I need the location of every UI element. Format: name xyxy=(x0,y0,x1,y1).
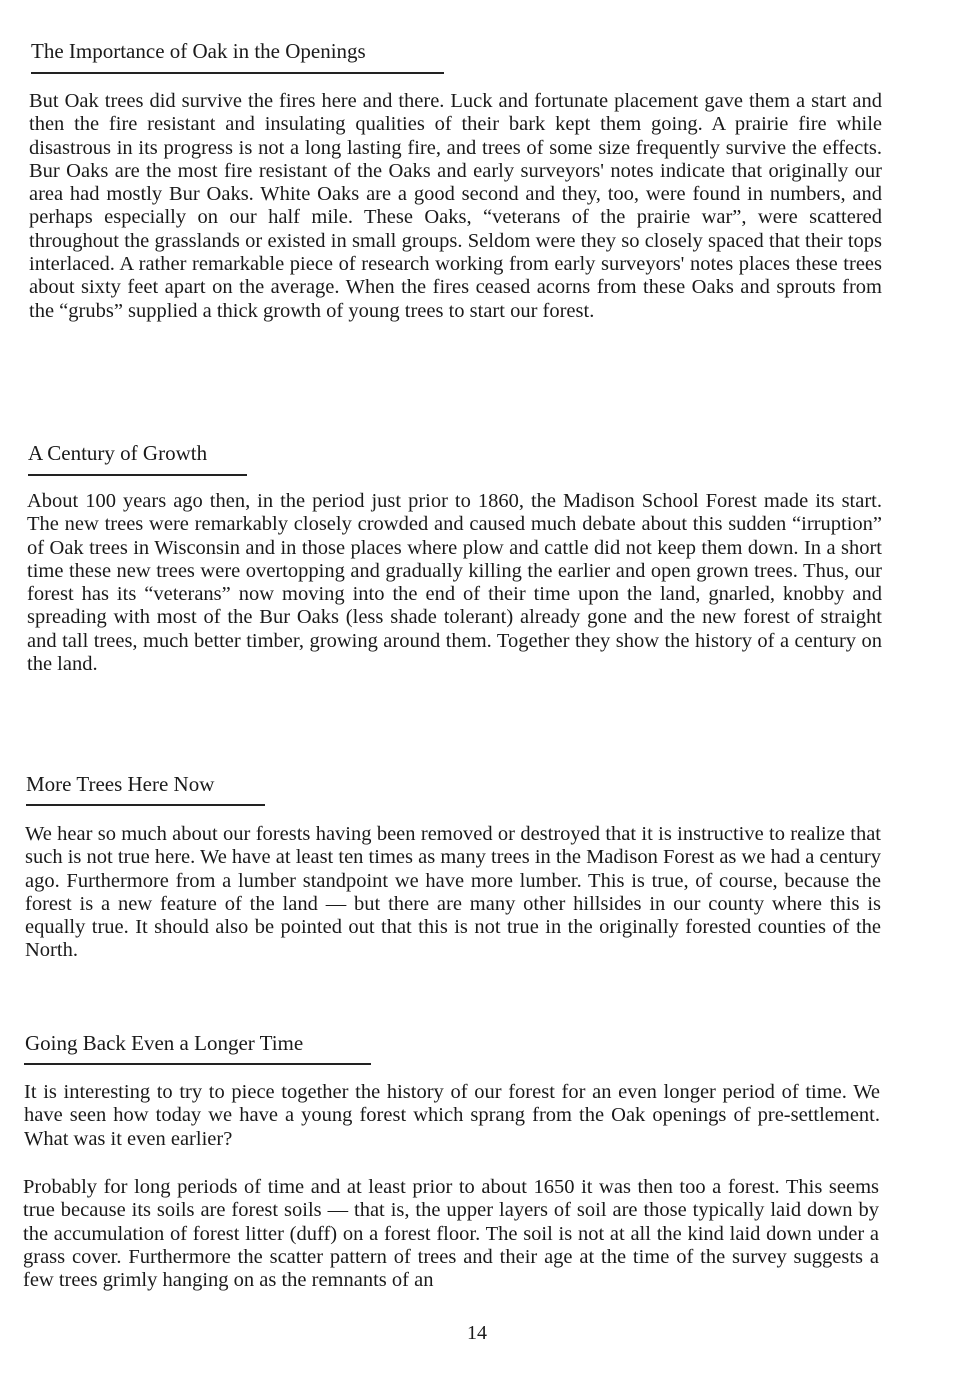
section-heading: More Trees Here Now xyxy=(26,772,215,796)
heading-underline xyxy=(28,474,247,476)
section-heading: The Importance of Oak in the Openings xyxy=(31,39,366,63)
heading-underline xyxy=(24,1063,371,1065)
section-paragraph: We hear so much about our forests having been removed or destroyed that it is instructive to realize that such is not true here. We have at least ten times as many trees in the Madison Forest as we had a century ago. Furthermore from a lumber standpoint we have more lumber. This is true, of course, because the forest is a new feature of the land — but there are many other hillsides in our county where this is equally true. It should also be pointed out that this is not true in the originally forested counties of the North. xyxy=(25,823,881,962)
page-number: 14 xyxy=(467,1322,487,1344)
heading-underline xyxy=(26,804,265,806)
section-paragraph: But Oak trees did survive the fires here and there. Luck and fortunate placement gave them a start and then the fire resistant and insulating qualities of their bark kept them going. A prairie fire while disastrous in its progress is not a long lasting fire, and trees of some size frequently survive the effects. Bur Oaks are the most fire resistant of the Oaks and early surveyors' notes indicate that originally our area had mostly Bur Oaks. White Oaks are a good second and they, too, were found in numbers, and perhaps especially on our half mile. These Oaks, “veterans of the prairie war”, were scattered throughout the grasslands or existed in small groups. Seldom were they so closely spaced that their tops interlaced. A rather remarkable piece of research working from early surveyors' notes places these trees about sixty feet apart on the average. When the fires ceased acorns from these Oaks and sprouts from the “grubs” supplied a thick growth of young trees to start our forest. xyxy=(29,90,882,322)
section-heading: Going Back Even a Longer Time xyxy=(25,1031,304,1055)
section-paragraph: It is interesting to try to piece together the history of our forest for an even longer period of time. We have seen how today we have a young forest which sprang from the Oak openings of pre-settlement. What was it even earlier? xyxy=(24,1081,880,1150)
section-paragraph: About 100 years ago then, in the period just prior to 1860, the Madison School Forest made its start. The new trees were remarkably closely crowded and caused much debate about this sudden “irruption” of Oak trees in Wisconsin and in those places where plow and cattle did not keep them down. In a short time these new trees were overtopping and gradually killing the earlier and open grown trees. Thus, our forest has its “veterans” now moving into the end of their time upon the land, gnarled, knobby and spreading with most of the Bur Oaks (less shade tolerant) already gone and the new forest of straight and tall trees, much better timber, growing around them. Together they show the history of a century on the land. xyxy=(27,490,882,676)
section-heading: A Century of Growth xyxy=(28,441,208,465)
heading-underline xyxy=(31,72,444,74)
section-paragraph: Probably for long periods of time and at least prior to about 1650 it was then too a forest. This seems true because its soils are forest soils — that is, the upper layers of soil are those typically laid down by the accumulation of forest litter (duff) on a forest floor. The soil is not at all the kind laid down under a grass cover. Furthermore the scatter pattern of trees and their age at the time of the survey suggests a few trees grimly hanging on as the remnants of an xyxy=(23,1176,879,1292)
